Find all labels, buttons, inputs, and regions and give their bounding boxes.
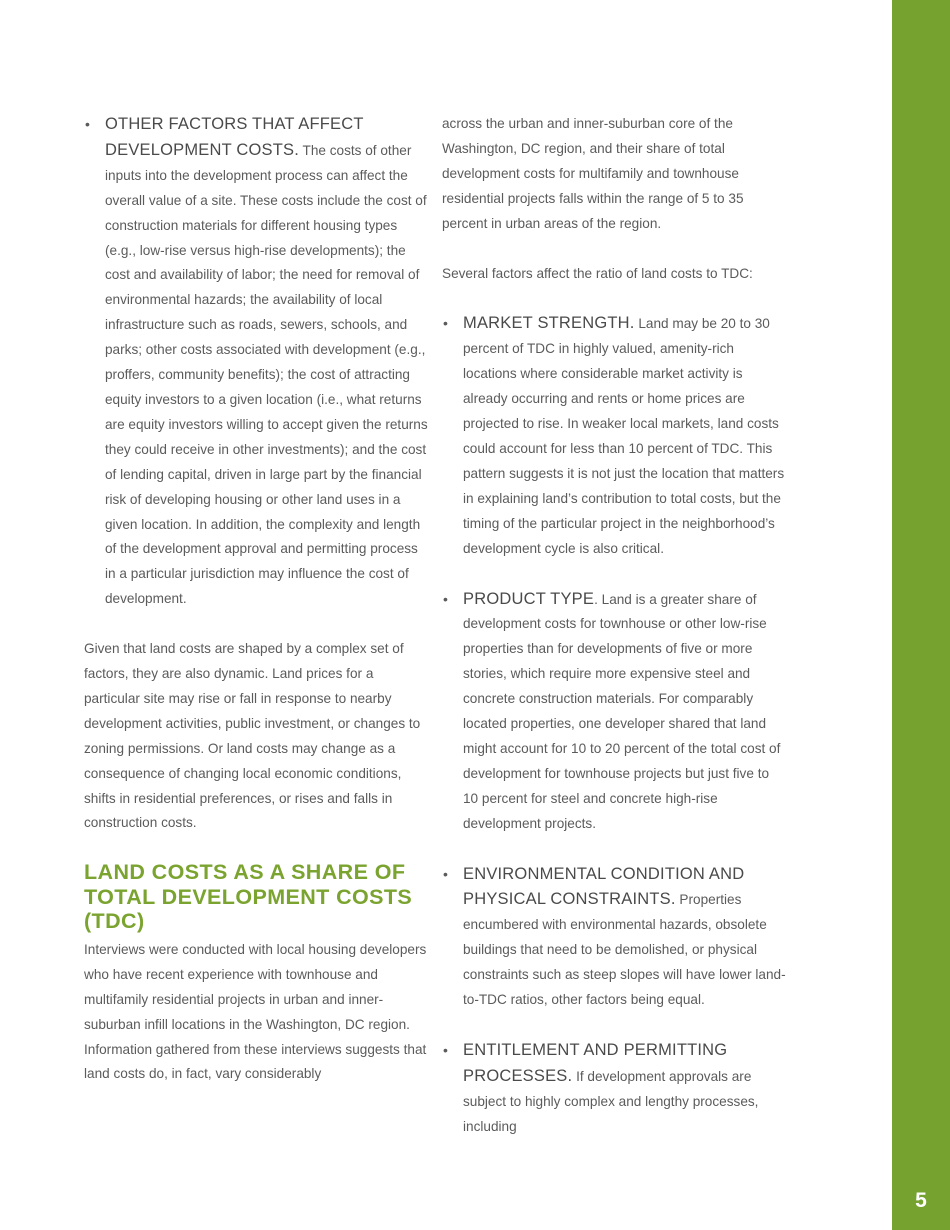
paragraph-intro: Several factors affect the ratio of land costs to TDC: (442, 265, 753, 281)
bullet-body (463, 1038, 787, 1140)
bullet-body (463, 311, 787, 561)
paragraph-interviews: Interviews were conducted with local housing developers who have recent experience with townhouse and multifamily residential projects in urban and inner-suburban infill locations in the Washington, DC region. Information gathered from these interviews suggests that land costs do, in fact, vary considerably (84, 941, 427, 1082)
bullet-body (463, 862, 787, 1013)
bullet-lead: ENTITLEMENT AND PERMITTING PROCESSES. (463, 1041, 728, 1085)
bullet-text: The costs of other inputs into the development process can affect the overall value of a site. These costs include the cost of construction materials for different housing types (e.g., low-rise versus high-rise developments); the cost and availability of labor; the need for removal of environmental hazards; the availability of local infrastructure such as roads, sewers, schools, and parks; other costs associated with development (e.g., proffers, community benefits); the cost of attracting equity investors to a given location (i.e., what returns are equity investors willing to accept given the returns they could receive in other investments); and the cost of lending capital, driven in large part by the financial risk of developing housing or other land uses in a given location. In addition, the complexity and length of the development approval and permitting process in a particular jurisdiction may influence the cost of development. (105, 142, 428, 607)
bullet-lead: ENVIRONMENTAL CONDITION AND PHYSICAL CONSTRAINTS. (463, 864, 745, 909)
bullet-lead: PRODUCT TYPE (463, 589, 595, 608)
bullet-lead: MARKET STRENGTH. (463, 314, 635, 333)
bullet-lead: OTHER FACTORS THAT AFFECT DEVELOPMENT COSTS. (105, 115, 364, 159)
paragraph-dynamic: Given that land costs are shaped by a complex set of factors, they are also dynamic. Land prices for a particular site may rise or fall in response to nearby development activities, public investment, or changes to zoning permissions. Or land costs may change as a consequence of changing local economic conditions, shifts in residential preferences, or rises and falls in construction costs. (84, 641, 421, 831)
green-sidebar (892, 0, 950, 1230)
page-number: 5 (915, 1189, 927, 1212)
bullet-environmental-condition (442, 862, 787, 1013)
bullet-product-type (442, 587, 787, 837)
bullet-market-strength (442, 311, 787, 561)
bullet-body (463, 587, 787, 837)
bullet-text: If development approvals are subject to highly complex and lengthy processes, including (463, 1068, 759, 1134)
bullet-body (105, 112, 429, 612)
bullet-other-factors (84, 112, 429, 612)
section-heading: LAND COSTS AS A SHARE OF TOTAL DEVELOPMENT COSTS (TDC) (84, 860, 413, 934)
left-column (84, 112, 429, 1087)
bullet-text: Land may be 20 to 30 percent of TDC in highly valued, amenity-rich locations where considerable market activity is already occurring and rents or home prices are projected to rise. In weaker local markets, land costs could account for less than 10 percent of TDC. This pattern suggests it is not just the location that matters in explaining land’s contribution to total costs, but the timing of the particular project in the neighborhood’s development cycle is also critical. (463, 316, 785, 556)
right-column (442, 112, 787, 1140)
bullet-text: . Land is a greater share of development costs for townhouse or other low-rise properties than for developments of five or more stories, which require more expensive steel and concrete construction materials. For comparably located properties, one developer shared that land might account for 10 to 20 percent of the total cost of development for townhouse projects but just five to 10 percent for steel and concrete high-rise development projects. (463, 591, 781, 831)
paragraph-continued: across the urban and inner-suburban core of the Washington, DC region, and their share of total development costs for multifamily and townhouse residential projects falls within the range of 5 to 35 percent in urban areas of the region. (442, 116, 744, 231)
bullet-entitlement-permitting (442, 1038, 787, 1140)
bullet-text: Properties encumbered with environmental hazards, obsolete buildings that need to be demolished, or physical constraints such as steep slopes will have lower land-to-TDC ratios, other factors being equal. (463, 892, 786, 1008)
